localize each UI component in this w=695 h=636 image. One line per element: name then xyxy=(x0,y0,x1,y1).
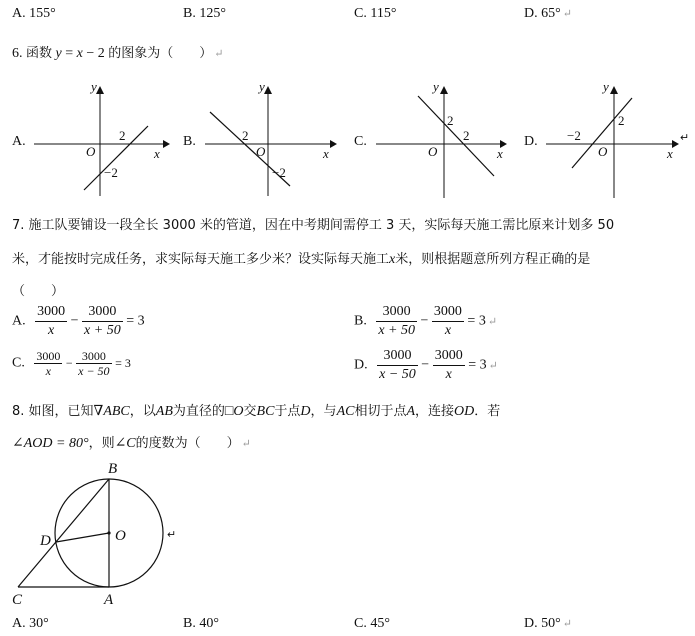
q7-line-3: （ ） xyxy=(12,284,65,299)
q5-option-c: C. 115° xyxy=(354,6,397,21)
q8-option-c: C. 45° xyxy=(354,616,390,631)
svg-text:x: x xyxy=(667,146,673,161)
svg-text:−2: −2 xyxy=(272,165,286,180)
q7-option-a: A. $\frac{3000}{x}$ − $\frac{3000}{x + 50}$ = 3 xyxy=(12,304,145,338)
svg-text:O: O xyxy=(256,144,266,159)
svg-text:−2: −2 xyxy=(104,165,118,180)
q7-line-1: 7. 施工队要铺设一段全长 3000 米的管道，因在中考期间需停工 3 天，实际每天施工需比原来计划多 50 xyxy=(12,218,615,233)
svg-text:2: 2 xyxy=(447,113,454,128)
svg-text:B: B xyxy=(108,461,118,477)
svg-text:A.: A. xyxy=(12,134,26,149)
svg-text:O: O xyxy=(86,144,96,159)
q7-option-d: D. $\frac{3000}{x - 50}$ − $\frac{3000}{x}$ = 3 ↵ xyxy=(354,348,498,382)
q7-option-c: C. $\frac{3000}{x}$ − $\frac{3000}{x - 50}$ = 3 xyxy=(12,349,131,378)
q7-option-b: B. $\frac{3000}{x + 50}$ − $\frac{3000}{x}$ = 3 ↵ xyxy=(354,304,498,338)
svg-text:2: 2 xyxy=(463,128,470,143)
svg-text:O: O xyxy=(115,528,126,544)
q5-option-d: D. 65° ↵ xyxy=(524,6,572,21)
graph-d xyxy=(524,79,689,198)
q7-line-2: 米，才能按时完成任务，求实际每天施工多少米？设实际每天施工x米，则根据题意所列方程正确的是 xyxy=(12,252,591,267)
svg-text:y: y xyxy=(91,79,97,94)
q8-option-d: D. 50° ↵ xyxy=(524,616,572,631)
svg-text:O: O xyxy=(428,144,438,159)
svg-text:O: O xyxy=(598,144,608,159)
svg-text:y: y xyxy=(259,79,265,94)
svg-text:x: x xyxy=(323,146,329,161)
graph-a xyxy=(12,79,170,196)
svg-text:C.: C. xyxy=(354,134,367,149)
graph-c xyxy=(354,79,507,198)
q8-figure xyxy=(0,456,200,606)
q5-option-a: A. 155° xyxy=(12,6,56,21)
svg-text:D.: D. xyxy=(524,134,538,149)
graph-b xyxy=(183,79,337,196)
svg-text:−2: −2 xyxy=(567,128,581,143)
q8-option-b: B. 40° xyxy=(183,616,219,631)
paragraph-mark: ↵ xyxy=(562,8,572,20)
q6-stem: 6. 函数 y = x − 2 的图象为（ ） ↵ xyxy=(12,46,224,61)
svg-text:x: x xyxy=(154,146,160,161)
svg-text:B.: B. xyxy=(183,134,196,149)
svg-text:C: C xyxy=(12,592,23,606)
svg-text:y: y xyxy=(433,79,439,94)
svg-text:2: 2 xyxy=(242,128,249,143)
q5-option-b: B. 125° xyxy=(183,6,226,21)
svg-text:2: 2 xyxy=(119,128,126,143)
q8-line-2: ∠AOD = 80°，则∠C的度数为（ ） ↵ xyxy=(12,436,251,451)
svg-text:A: A xyxy=(104,592,114,606)
q8-line-1: 8. 如图，已知∇ABC，以AB为直径的□O交BC于点D，与AC相切于点A，连接OD．若 xyxy=(12,404,501,419)
q8-option-a: A. 30° xyxy=(12,616,49,631)
svg-text:y: y xyxy=(603,79,609,94)
svg-text:↵: ↵ xyxy=(167,529,177,541)
svg-text:2: 2 xyxy=(618,113,625,128)
q6-graphs xyxy=(0,76,695,200)
svg-text:↵: ↵ xyxy=(680,132,690,144)
svg-text:D: D xyxy=(40,533,51,549)
svg-text:x: x xyxy=(497,146,503,161)
